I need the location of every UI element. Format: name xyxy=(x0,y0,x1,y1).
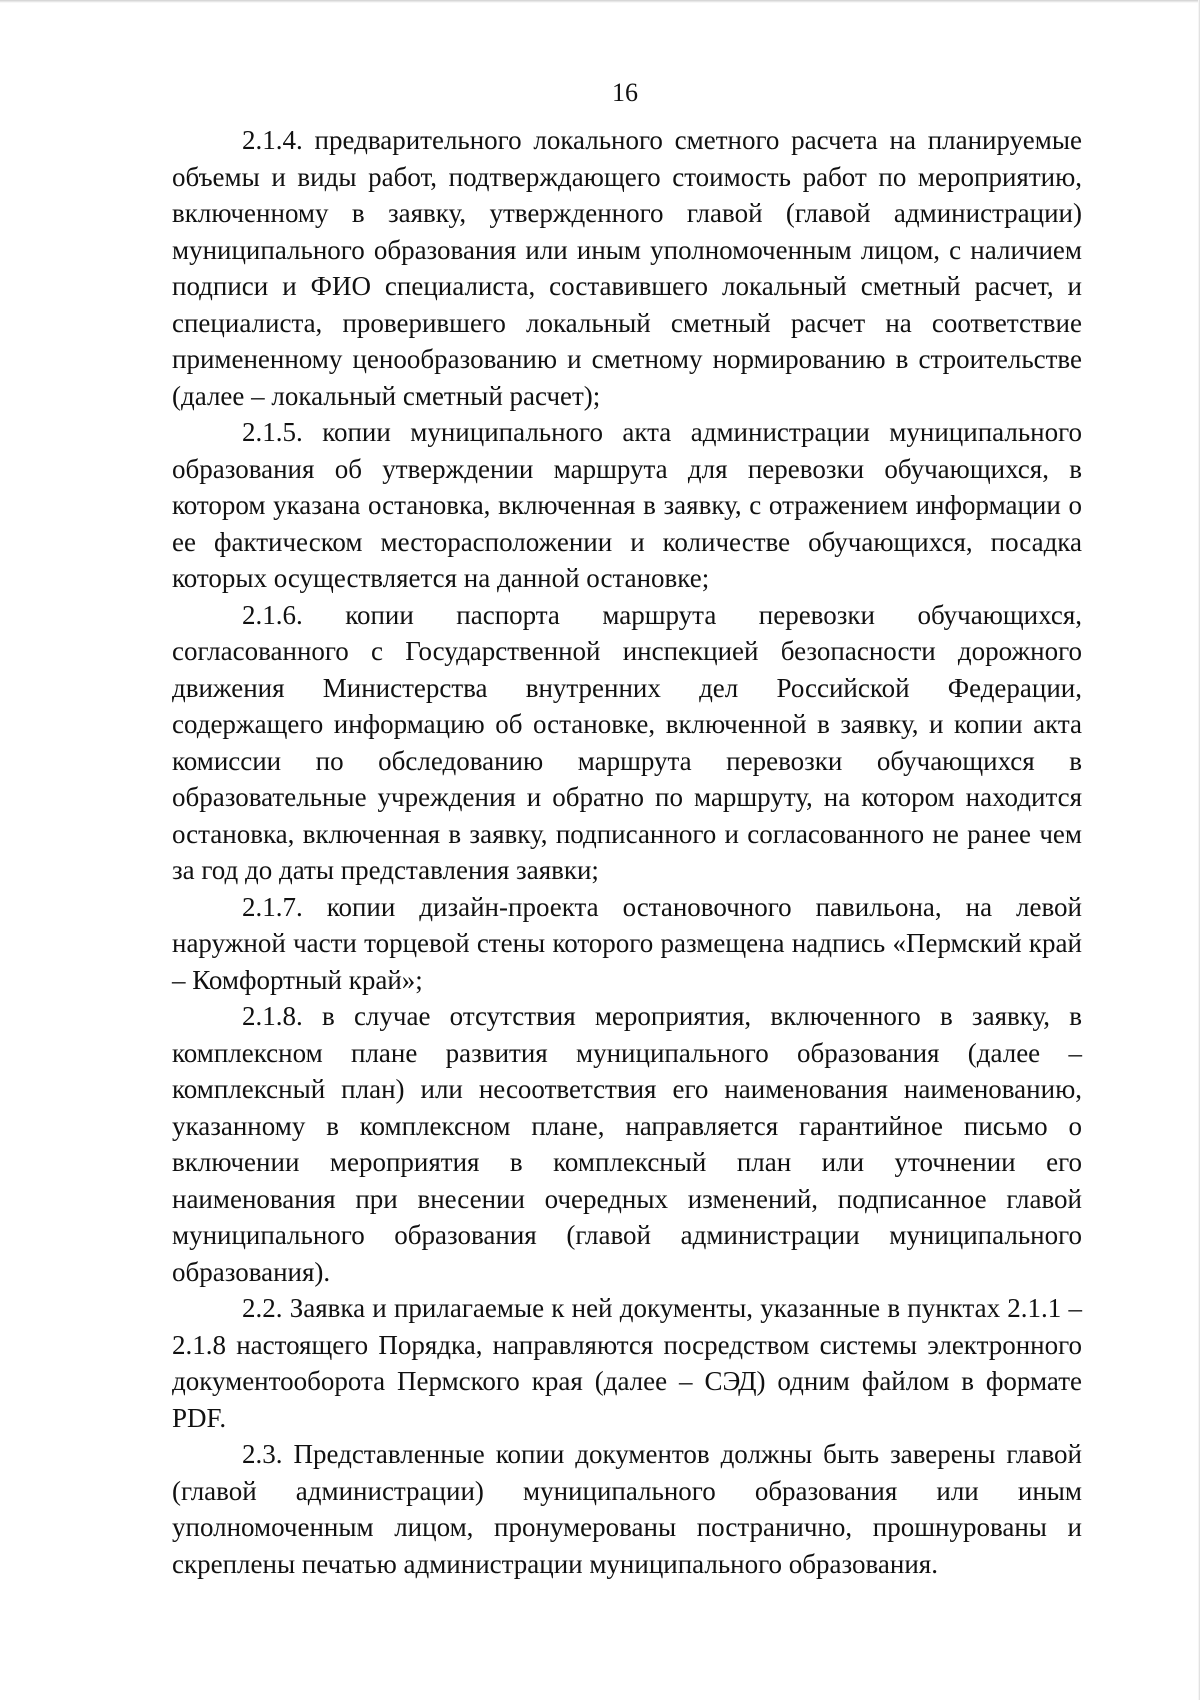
document-body xyxy=(172,122,1082,1582)
scan-edge-top xyxy=(0,0,1200,3)
paragraph-2-2: 2.2. Заявка и прилагаемые к ней документы, указанные в пунктах 2.1.1 – 2.1.8 настоящего Порядка, направляются посредством системы электронного документооборота Пермского края (далее – СЭД) одним файлом в формате PDF. xyxy=(172,1293,1082,1433)
page-number: 16 xyxy=(612,78,638,107)
paragraph-2-1-8: 2.1.8. в случае отсутствия мероприятия, включенного в заявку, в комплексном плане развития муниципального образования (далее – комплексный план) или несоответствия его наименования наименованию, указанному в комплексном плане, направляется гарантийное письмо о включении мероприятия в комплексный план или уточнении его наименования при внесении очередных изменений, подписанное главой муниципального образования (главой администрации муниципального образования). xyxy=(172,1001,1082,1287)
paragraph-2-1-4: 2.1.4. предварительного локального сметного расчета на планируемые объемы и виды работ, подтверждающего стоимость работ по мероприятию, включенному в заявку, утвержденного главой (главой администрации) муниципального образования или иным уполномоченным лицом, с наличием подписи и ФИО специалиста, составившего локальный сметный расчет, и специалиста, проверившего локальный сметный расчет на соответствие примененному ценообразованию и сметному нормированию в строительстве (далее – локальный сметный расчет); xyxy=(172,125,1082,411)
paragraph-2-1-6: 2.1.6. копии паспорта маршрута перевозки обучающихся, согласованного с Государственной инспекцией безопасности дорожного движения Министерства внутренних дел Российской Федерации, содержащего информацию об остановке, включенной в заявку, и копии акта комиссии по обследованию маршрута перевозки обучающихся в образовательные учреждения и обратно по маршруту, на котором находится остановка, включенная в заявку, подписанного и согласованного не ранее чем за год до даты представления заявки; xyxy=(172,599,1082,885)
paragraph-2-1-7: 2.1.7. копии дизайн-проекта остановочного павильона, на левой наружной части торцевой стены которого размещена надпись «Пермский край – Комфортный край»; xyxy=(172,891,1082,995)
paragraph-2-1-5: 2.1.5. копии муниципального акта администрации муниципального образования об утверждении маршрута для перевозки обучающихся, в котором указана остановка, включенная в заявку, с отражением информации о ее фактическом месторасположении и количестве обучающихся, посадка которых осуществляется на данной остановке; xyxy=(172,417,1082,593)
paragraph-2-3: 2.3. Представленные копии документов должны быть заверены главой (главой администрации) муниципального образования или иным уполномоченным лицом, пронумерованы постранично, прошнурованы и скреплены печатью администрации муниципального образования. xyxy=(172,1439,1082,1579)
